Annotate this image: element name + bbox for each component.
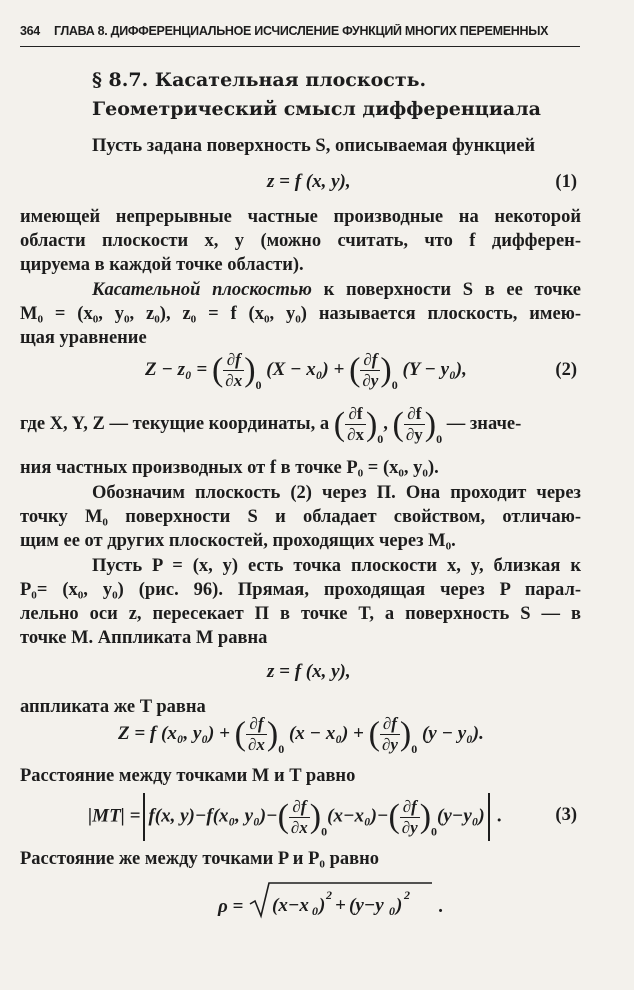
paragraph-5-line2: точку M₀ поверхности S и обладает свойством, отличаю- — [20, 507, 581, 527]
eq2-frac-dfdy: $\frac{\partial f}{\partial y}$ — [362, 350, 379, 391]
svg-text:0: 0 — [312, 904, 319, 918]
paragraph-4-line1: где X, Y, Z — текущие координаты, а ( $\frac{\partial f}{\partial x}$ )$_0$, ( $\frac{\partial f}{\partial y}$ )$_0$ — значе- — [20, 404, 522, 446]
svg-text:): ) — [319, 895, 326, 916]
page-number: 364 — [20, 24, 40, 38]
paragraph-4-line2: ния частных производных от f в точке P₀ = (x₀, y₀). — [20, 458, 439, 478]
paragraph-1: Пусть задана поверхность S, описываемая функцией — [92, 136, 536, 156]
eq2-lhs: Z − z₀ = — [145, 359, 208, 380]
equation-2-number: (2) — [555, 360, 577, 380]
paragraph-6-line4: точке M. Аппликата M равна — [20, 628, 268, 648]
eq4-frac-dfdy: $\frac{\partial f}{\partial y}$ — [381, 714, 398, 755]
svg-text:+: + — [335, 895, 346, 916]
svg-text:(x−x: (x−x — [272, 895, 309, 916]
paragraph-3-line1 — [92, 278, 581, 302]
equation-2: Z − z₀ = ( $\frac{\partial f}{\partial x}$ )$_0$ (X − x₀) + ( $\frac{\partial f}{\partial y}$ )$_0$ (Y − y₀), — [145, 350, 467, 392]
paragraph-6-line1: Пусть P = (x, y) есть точка плоскости x, y, близкая к — [92, 556, 581, 576]
svg-text:2: 2 — [326, 888, 333, 902]
paragraph-5-line1: Обозначим плоскость (2) через Π. Она проходит через — [92, 483, 581, 503]
paragraph-2-line1: имеющей непрерывные частные производные на некоторой — [20, 207, 581, 227]
paragraph-9: Расстояние же между точками P и P₀ равно — [20, 849, 380, 869]
abs-bar-right — [488, 793, 490, 841]
p4-frac-dfdx: $\frac{\partial f}{\partial x}$ — [347, 404, 364, 445]
svg-text:2: 2 — [404, 888, 411, 902]
equation-4: Z = f (x₀, y₀) + ( $\frac{\partial f}{\partial x}$ )$_0$ (x − x₀) + ( $\frac{\partial f}{\partial y}$ )$_0$ (y − y₀). — [118, 714, 484, 756]
svg-text:(y−y: (y−y — [349, 895, 384, 916]
term-tangent-plane: Касательной плоскостью — [92, 280, 312, 300]
svg-text:): ) — [396, 895, 403, 916]
section-heading — [92, 66, 541, 124]
equation-1-number: (1) — [555, 172, 577, 192]
paragraph-5-line3: щим ее от других плоскостей, проходящих через M₀. — [20, 531, 456, 551]
equation-6: ρ = (x−x 0 ) 2 + (y−y 0 ) 2 . — [218, 880, 444, 935]
sqrt-svg — [248, 880, 434, 920]
eq2-mid: (X − x₀) + — [266, 359, 345, 380]
svg-text:0: 0 — [389, 904, 396, 918]
equation-5-number: (3) — [555, 805, 577, 825]
eq5-frac-dfdy: $\frac{\partial f}{\partial y}$ — [401, 796, 418, 837]
section-title-line2: Геометрический смысл дифференциала — [92, 98, 541, 120]
paragraph-2-line2: области плоскости x, y (можно считать, что f дифферен- — [20, 231, 581, 251]
paragraph-3-line1-rest: к поверхности S в ее точке — [323, 280, 582, 300]
paragraph-7: аппликата же T равна — [20, 697, 206, 717]
paragraph-6-line3: лельно оси z, пересекает Π в точке T, а поверхность S — в — [20, 604, 581, 624]
sqrt-expression — [248, 880, 434, 935]
section-title-line1: § 8.7. Касательная плоскость. — [92, 69, 427, 91]
eq2-frac-dfdx: $\frac{\partial f}{\partial x}$ — [225, 350, 243, 391]
p4-frac-dfdy: $\frac{\partial f}{\partial y}$ — [405, 404, 423, 445]
equation-1: z = f (x, y), — [267, 171, 351, 192]
paragraph-2-line3: цируема в каждой точке области). — [20, 255, 304, 275]
eq2-rhs: (Y − y₀), — [402, 359, 467, 380]
equation-3: z = f (x, y), — [267, 661, 351, 682]
paragraph-3-line2: M₀ = (x₀, y₀, z₀), z₀ = f (x₀, y₀) называется плоскость, имею- — [20, 304, 581, 324]
chapter-title: ГЛАВА 8. ДИФФЕРЕНЦИАЛЬНОЕ ИСЧИСЛЕНИЕ ФУНКЦИЙ МНОГИХ ПЕРЕМЕННЫХ — [53, 24, 549, 38]
paragraph-3-line3: щая уравнение — [20, 328, 147, 348]
abs-bar-left — [143, 793, 145, 841]
paragraph-8: Расстояние между точками M и T равно — [20, 766, 356, 786]
eq4-frac-dfdx: $\frac{\partial f}{\partial x}$ — [248, 714, 265, 755]
paragraph-6-line2: P₀= (x₀, y₀) (рис. 96). Прямая, проходящая через P парал- — [20, 580, 581, 600]
running-header — [20, 24, 580, 47]
equation-5: |MT| = f(x, y)−f(x₀, y₀)−( $\frac{\partial f}{\partial x}$ )$_0(x-x_0)-$( $\frac{\partial f}{\partial y}$ )$_0(y-y_0)$ . — [88, 793, 502, 853]
eq5-frac-dfdx: $\frac{\partial f}{\partial x}$ — [290, 796, 308, 837]
